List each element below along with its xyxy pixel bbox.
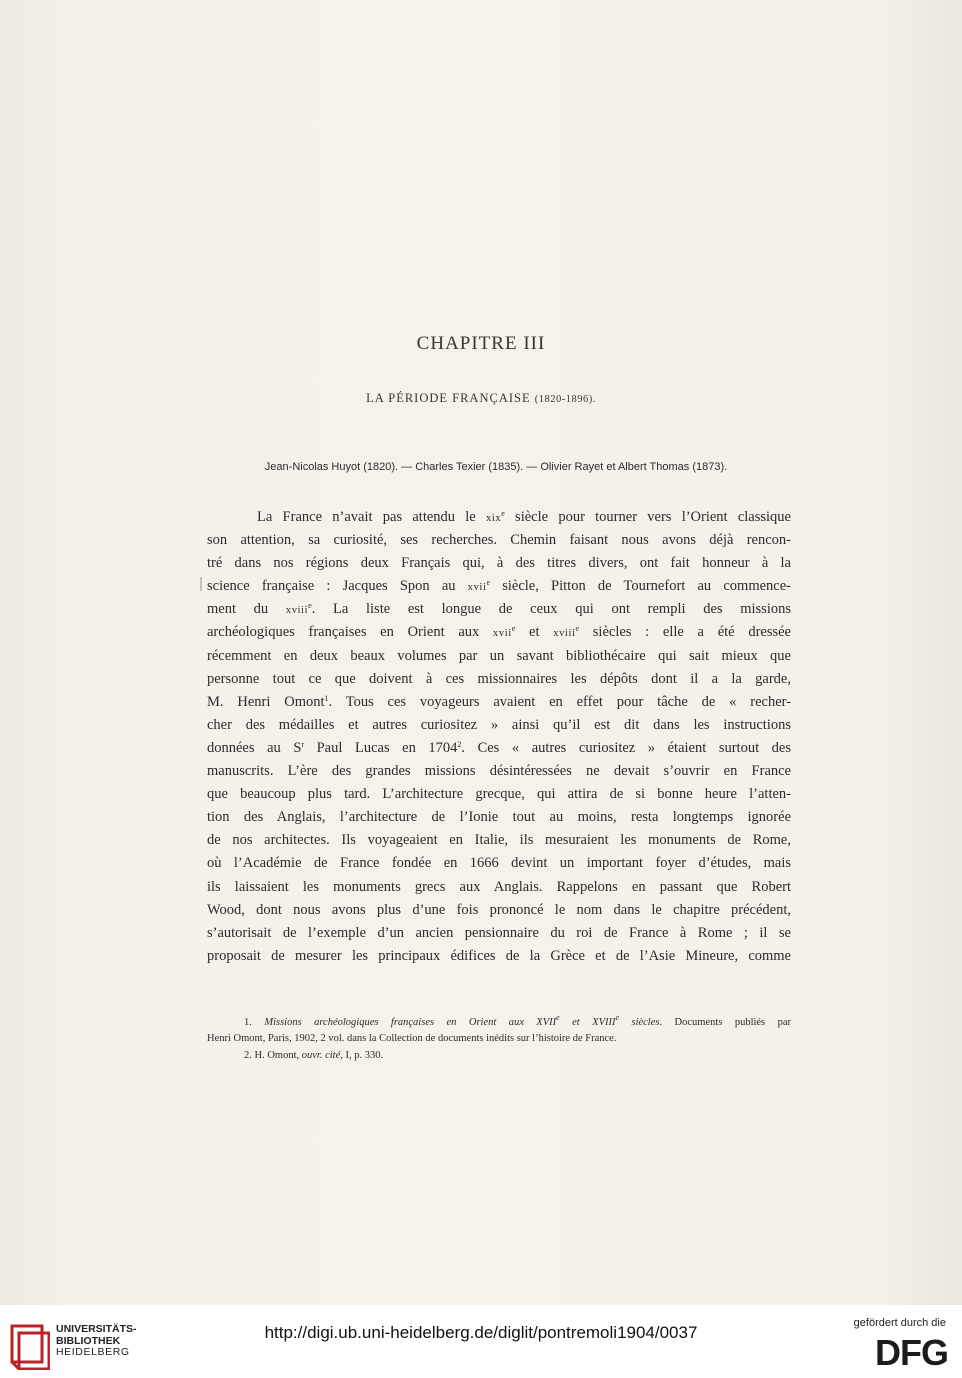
body-line: personne tout ce que doivent à ces missionnaires les dépôts dont il a la garde,: [207, 670, 791, 687]
footer-bar: [0, 1305, 962, 1378]
body-line: s’autorisait de l’exemple d’un ancien pensionnaire du roi de France à Rome ; il se: [207, 924, 791, 941]
university-library-name: UNIVERSITÄTS- BIBLIOTHEK HEIDELBERG: [56, 1323, 137, 1358]
body-line: ils laissaient les monuments grecs aux Anglais. Rappelons en passant que Robert: [207, 878, 791, 895]
body-line: science française : Jacques Spon au xvii$^e$ siècle, Pitton de Tournefort au commence-: [207, 578, 791, 595]
funding-caption: gefördert durch die: [853, 1317, 946, 1329]
body-line: où l’Académie de France fondée en 1666 devint un important foyer d’études, mais: [207, 855, 791, 872]
body-line: son attention, sa curiosité, ses recherches. Chemin faisant nous avons déjà rencon-: [207, 532, 791, 549]
body-line: Wood, dont nous avons plus d’une fois prononcé le nom dans le chapitre précédent,: [207, 901, 791, 918]
footnote-ref: 2: [457, 739, 462, 749]
body-line: récemment en deux beaux volumes par un savant bibliothécaire qui sait mieux que: [207, 647, 791, 664]
footnote-1-cont: Henri Omont, Paris, 1902, 2 vol. dans la Collection de documents inédits sur l’histoire de France.: [207, 1033, 617, 1045]
body-line: ment du xviii$^e$. La liste est longue de ceux qui ont rempli des missions: [207, 601, 791, 618]
body-line: données au $S^r$ Paul Lucas en 1704$^2$. Ces « autres curiositez » étaient surtout des: [207, 739, 791, 756]
subtitle-main: LA PÉRIODE FRANÇAISE: [366, 391, 531, 405]
footnote-ref: 1: [324, 693, 329, 703]
chapter-title: CHAPITRE III: [416, 333, 546, 354]
body-line: tion des Anglais, l’architecture de l’Ionie tout au moins, resta longtemps ignorée: [207, 809, 791, 826]
body-line: M. Henri Omont$^1$. Tous ces voyageurs avaient en effet pour tâche de « recher-: [207, 693, 791, 710]
body-line: de nos architectes. Ils voyageaient en Italie, ils mesuraient les monuments de Rome,: [207, 832, 791, 849]
subtitle-dates: (1820-1896).: [534, 394, 596, 405]
chapter-summary: Jean-Nicolas Huyot (1820). — Charles Texier (1835). — Olivier Rayet et Albert Thomas (1873).: [264, 461, 728, 473]
footnote-2: 2. H. Omont, ouvr. cité, I, p. 330.: [244, 1049, 384, 1061]
body-line: proposait de mesurer les principaux édifices de la Grèce et de l’Asie Mineure, comme: [207, 947, 791, 964]
footnote-1: 1. Missions archéologiques françaises en Orient aux XVIIe et XVIIIe siècles. Documents publiés par: [244, 1013, 791, 1028]
margin-mark: [200, 577, 202, 591]
dfg-logo: DFG: [875, 1332, 948, 1373]
footnotes: [207, 1015, 791, 1064]
body-line: La France n’avait pas attendu le xix$^e$ siècle pour tourner vers l’Orient classique: [257, 509, 791, 525]
body-paragraph: [207, 506, 791, 968]
chapter-subtitle: [0, 391, 962, 406]
permalink-url[interactable]: http://digi.ub.uni-heidelberg.de/diglit/pontremoli1904/0037: [264, 1323, 698, 1342]
body-line: tré dans nos régions deux Français qui, à des titres divers, ont fait honneur à la: [207, 555, 791, 572]
body-line: cher des médailles et autres curiositez » ainsi qu’il est dit dans les instructions: [207, 716, 791, 733]
body-line: que beaucoup plus tard. L’architecture grecque, qui attira de si bonne heure l’atten-: [207, 786, 791, 803]
body-line: manuscrits. L’ère des grandes missions désintéressées ne devait s’ouvrir en France: [207, 763, 791, 780]
body-line: archéologiques françaises en Orient aux xvii$^e$ et xviii$^e$ siècles : elle a été dressée: [207, 624, 791, 641]
